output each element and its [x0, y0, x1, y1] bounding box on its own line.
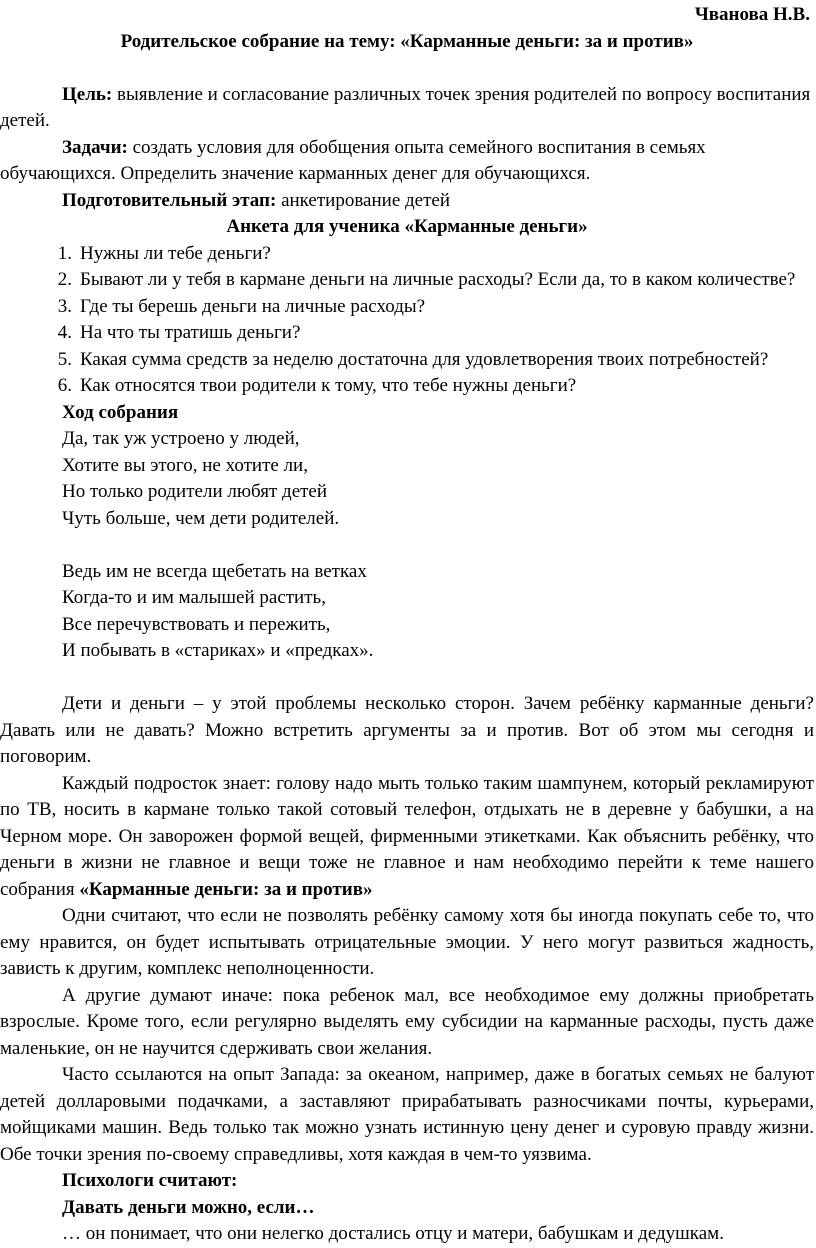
poem-line: Хотите вы этого, не хотите ли,: [62, 454, 308, 476]
poem-line: Но только родители любят детей: [62, 481, 328, 502]
poem-line: Все перечувствовать и пережить,: [62, 613, 331, 635]
document-page: [0, 2, 814, 1248]
list-text: На что ты тратишь деньги?: [80, 322, 301, 343]
body-paragraph: Часто ссылаются на опыт Запада: за океаном, например, даже в богатых семьях не балуют детей долларовыми подачками, а заставляют прирабатывать разносчиками почты, курьерами, мойщиками машин. Ведь только так можно узнать истинную цену денег и суровую правду жизни. Обе точки зрения по-своему справедливы, хотя каждая в чем-то уязвима.: [0, 1064, 814, 1165]
tasks-text: создать условия для обобщения опыта семейного воспитания в семьях обучающихся. Определить значение карманных денег для обучающихся.: [0, 136, 706, 184]
list-item: [0, 267, 814, 294]
list-number: 3.: [57, 295, 72, 317]
tasks-label: Задачи:: [62, 136, 128, 158]
body-paragraph: [0, 771, 814, 904]
list-number: 1.: [57, 242, 72, 264]
blank-line: [0, 55, 814, 82]
survey-title: Анкета для ученика «Карманные деньги»: [226, 216, 588, 237]
document-title: Родительское собрание на тему: «Карманные деньги: за и против»: [120, 30, 694, 52]
prep-paragraph: [0, 188, 814, 215]
body-text: Каждый подросток знает: голову надо мыть только таким шампунем, который рекламируют по ТВ, носить в кармане только такой сотовый телефон, отдыхать не в деревне у бабушки, а на Черном море. Он заворожен формой вещей, фирменными этикетками. Как объяснить ребёнку, что деньги в жизни не главное и вещи тоже не главное и нам необходимо перейти к теме нашего собрания: [0, 772, 814, 900]
poem-line: Когда-то и им малышей растить,: [62, 587, 326, 608]
meeting-topic: «Карманные деньги: за и против»: [79, 878, 373, 900]
list-item: [0, 320, 814, 347]
goal-label: Цель:: [62, 83, 113, 105]
list-item: [0, 347, 814, 374]
prep-label: Подготовительный этап:: [62, 189, 277, 211]
list-item: [0, 241, 814, 268]
list-text: Как относятся твои родители к тому, что тебе нужны деньги?: [80, 375, 577, 396]
list-number: 4.: [57, 322, 72, 343]
body-paragraph: … он понимает, что они нелегко достались отцу и матери, бабушкам и дедушкам.: [62, 1223, 724, 1244]
author-name: Чванова Н.В.: [694, 4, 810, 25]
blank-line: [0, 532, 814, 559]
list-number: 5.: [57, 348, 72, 370]
body-paragraph: А другие думают иначе: пока ребенок мал, все необходимое ему должны приобретать взрослые. Кроме того, если регулярно выделять ему субсидии на карманные расходы, пусть даже маленькие, он не научится сдерживать свои желания.: [0, 984, 814, 1059]
goal-paragraph: [0, 82, 814, 135]
poem-line: И побывать в «стариках» и «предках».: [62, 640, 374, 661]
list-text: Бывают ли у тебя в кармане деньги на личные расходы? Если да, то в каком количестве?: [80, 269, 796, 290]
list-text: Какая сумма средств за неделю достаточна для удовлетворения твоих потребностей?: [80, 348, 769, 370]
prep-text: анкетирование детей: [276, 189, 451, 211]
blank-line: [0, 665, 814, 692]
goal-text: выявление и согласование различных точек зрения родителей по вопросу воспитания детей.: [0, 83, 811, 131]
give-money-heading: Давать деньги можно, если…: [62, 1196, 315, 1218]
meeting-heading: Ход собрания: [62, 401, 179, 423]
psychologists-heading: Психологи считают:: [62, 1170, 238, 1191]
tasks-paragraph: [0, 135, 814, 188]
list-text: Где ты берешь деньги на личные расходы?: [80, 295, 426, 317]
poem-line: Да, так уж устроено у людей,: [62, 428, 300, 449]
list-number: 6.: [57, 375, 72, 396]
poem-line: Ведь им не всегда щебетать на ветках: [62, 560, 367, 582]
list-item: [0, 294, 814, 321]
list-item: [0, 373, 814, 400]
poem-line: Чуть больше, чем дети родителей.: [62, 507, 340, 529]
list-number: 2.: [57, 269, 72, 290]
body-paragraph: Одни считают, что если не позволять ребёнку самому хотя бы иногда покупать себе то, что ему нравится, он будет испытывать отрицательные эмоции. У него могут развиться жадность, зависть к другим, комплекс неполноценности.: [0, 905, 814, 979]
list-text: Нужны ли тебе деньги?: [80, 242, 271, 264]
body-paragraph: Дети и деньги – у этой проблемы несколько сторон. Зачем ребёнку карманные деньги? Давать или не давать? Можно встретить аргументы за и против. Вот об этом мы сегодня и поговорим.: [0, 693, 814, 767]
